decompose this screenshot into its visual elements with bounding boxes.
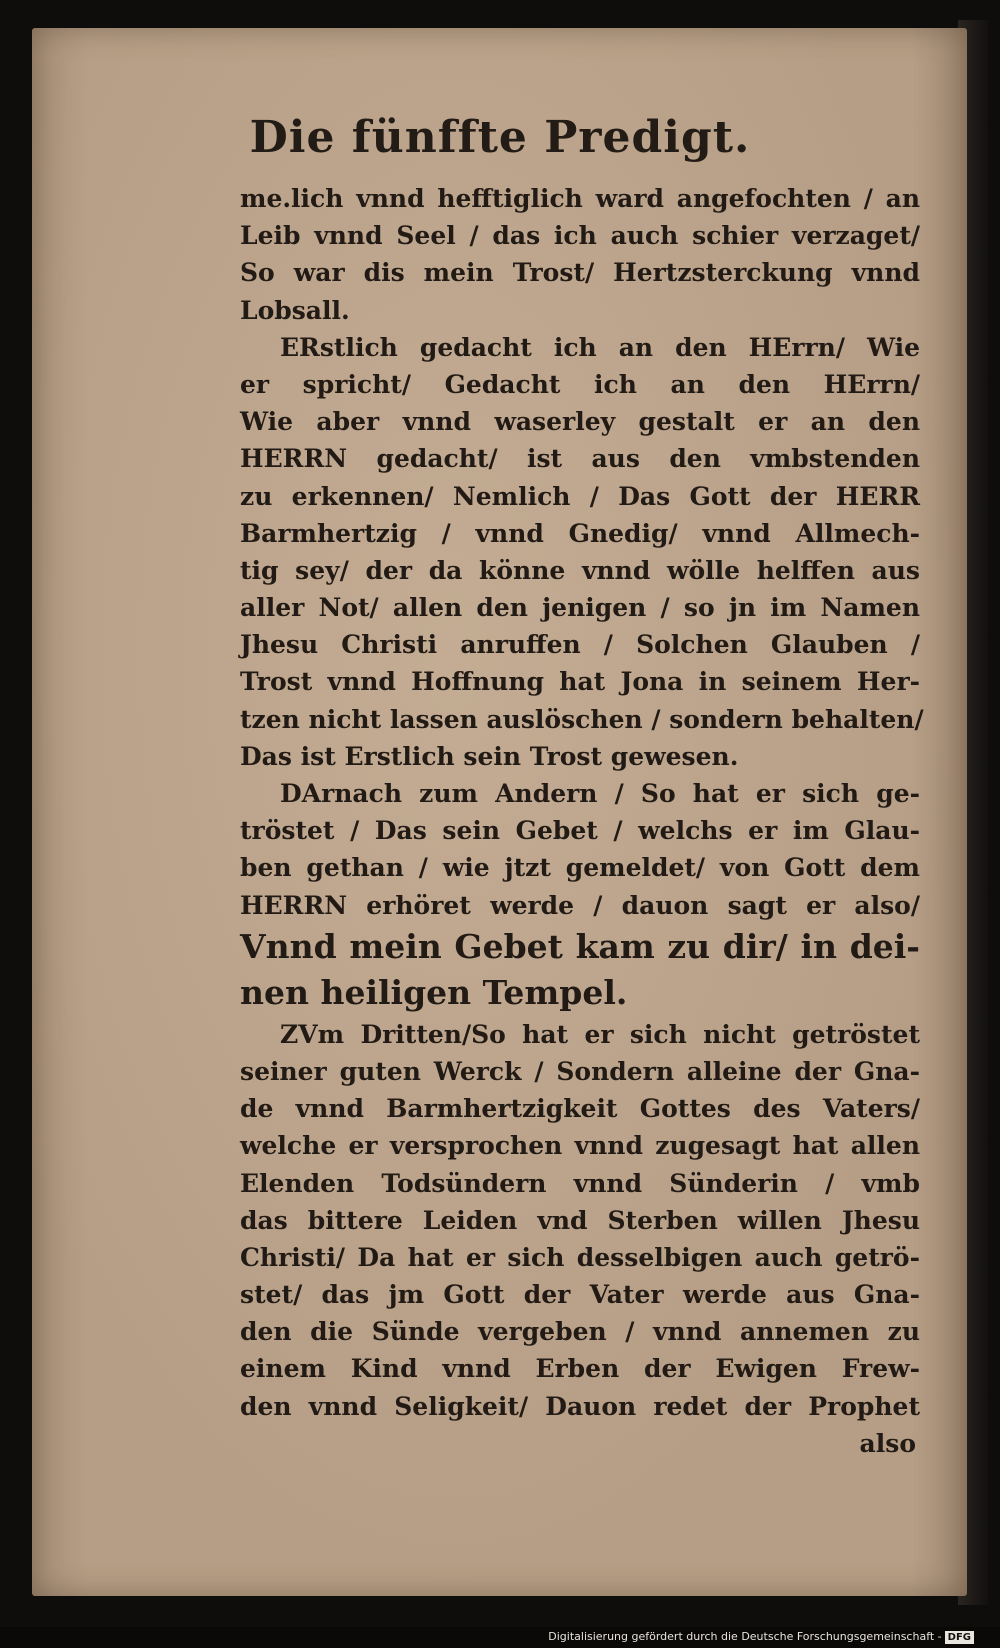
text-line: einem Kind vnnd Erben der Ewigen Frew- bbox=[240, 1354, 920, 1384]
text-line: HERRN gedacht/ ist aus den vmbstenden bbox=[240, 444, 920, 474]
text-line: den vnnd Seligkeit/ Dauon redet der Prophet bbox=[240, 1391, 920, 1421]
text-line: Jhesu Christi anruffen / Solchen Glauben / bbox=[240, 630, 920, 660]
text-line: also bbox=[859, 1428, 916, 1458]
text-line: Trost vnnd Hoffnung hat Jona in seinem Her- bbox=[240, 667, 920, 697]
funding-credit bbox=[548, 1630, 974, 1644]
text-line: den die Sünde vergeben / vnnd annemen zu bbox=[240, 1317, 920, 1347]
text-line: Barmhertzig / vnnd Gnedig/ vnnd Allmech- bbox=[240, 518, 920, 548]
text-line: Leib vnnd Seel / das ich auch schier verzaget/ bbox=[240, 221, 920, 251]
text-line: stet/ das jm Gott der Vater werde aus Gna- bbox=[240, 1280, 920, 1310]
text-line: DArnach zum Andern / So hat er sich ge- bbox=[280, 779, 920, 808]
text-line: er spricht/ Gedacht ich an den HErrn/ bbox=[240, 369, 920, 399]
text-line: zu erkennen/ Nemlich / Das Gott der HERR bbox=[240, 481, 920, 511]
text-line: seiner guten Werck / Sondern alleine der Gna- bbox=[240, 1056, 920, 1086]
dfg-logo-badge: DFG bbox=[945, 1631, 974, 1644]
text-line: nen heiligen Tempel. bbox=[240, 972, 628, 1012]
page-body-text bbox=[240, 180, 924, 1462]
text-line: welche er versprochen vnnd zugesagt hat allen bbox=[240, 1131, 920, 1161]
text-line: de vnnd Barmhertzigkeit Gottes des Vaters/ bbox=[240, 1094, 920, 1124]
text-line: ben gethan / wie jtzt gemeldet/ von Gott dem bbox=[240, 853, 920, 883]
text-line: So war dis mein Trost/ Hertzsterckung vnnd bbox=[240, 258, 920, 288]
text-line: tig sey/ der da könne vnnd wölle helffen aus bbox=[240, 555, 920, 585]
text-line: ERstlich gedacht ich an den HErrn/ Wie bbox=[280, 332, 920, 362]
text-line: Wie aber vnnd waserley gestalt er an den bbox=[240, 407, 920, 437]
text-line: Vnnd mein Gebet kam zu dir/ in dei- bbox=[240, 926, 920, 966]
text-line: Lobsall. bbox=[240, 295, 350, 325]
text-line: das bittere Leiden vnd Sterben willen Jhesu bbox=[240, 1205, 920, 1235]
text-line: me.lich vnnd hefftiglich ward angefochten / an bbox=[240, 184, 920, 213]
text-line: ZVm Dritten/So hat er sich nicht getröstet bbox=[280, 1019, 920, 1049]
text-line: Christi/ Da hat er sich desselbigen auch getrö- bbox=[240, 1242, 920, 1272]
text-line: Elenden Todsündern vnnd Sünderin / vmb bbox=[240, 1168, 920, 1198]
page-heading: Die fünffte Predigt. bbox=[249, 112, 751, 163]
text-line: tzen nicht lassen auslöschen / sondern behalten/ bbox=[240, 704, 924, 734]
text-line: aller Not/ allen den jenigen / so jn im Namen bbox=[240, 593, 920, 623]
text-line: Das ist Erstlich sein Trost gewesen. bbox=[240, 741, 739, 771]
funding-credit-text: Digitalisierung gefördert durch die Deutsche Forschungsgemeinschaft - bbox=[548, 1630, 942, 1643]
text-line: tröstet / Das sein Gebet / welchs er im Glau- bbox=[240, 816, 920, 846]
text-line: HERRN erhöret werde / dauon sagt er also/ bbox=[240, 890, 920, 920]
